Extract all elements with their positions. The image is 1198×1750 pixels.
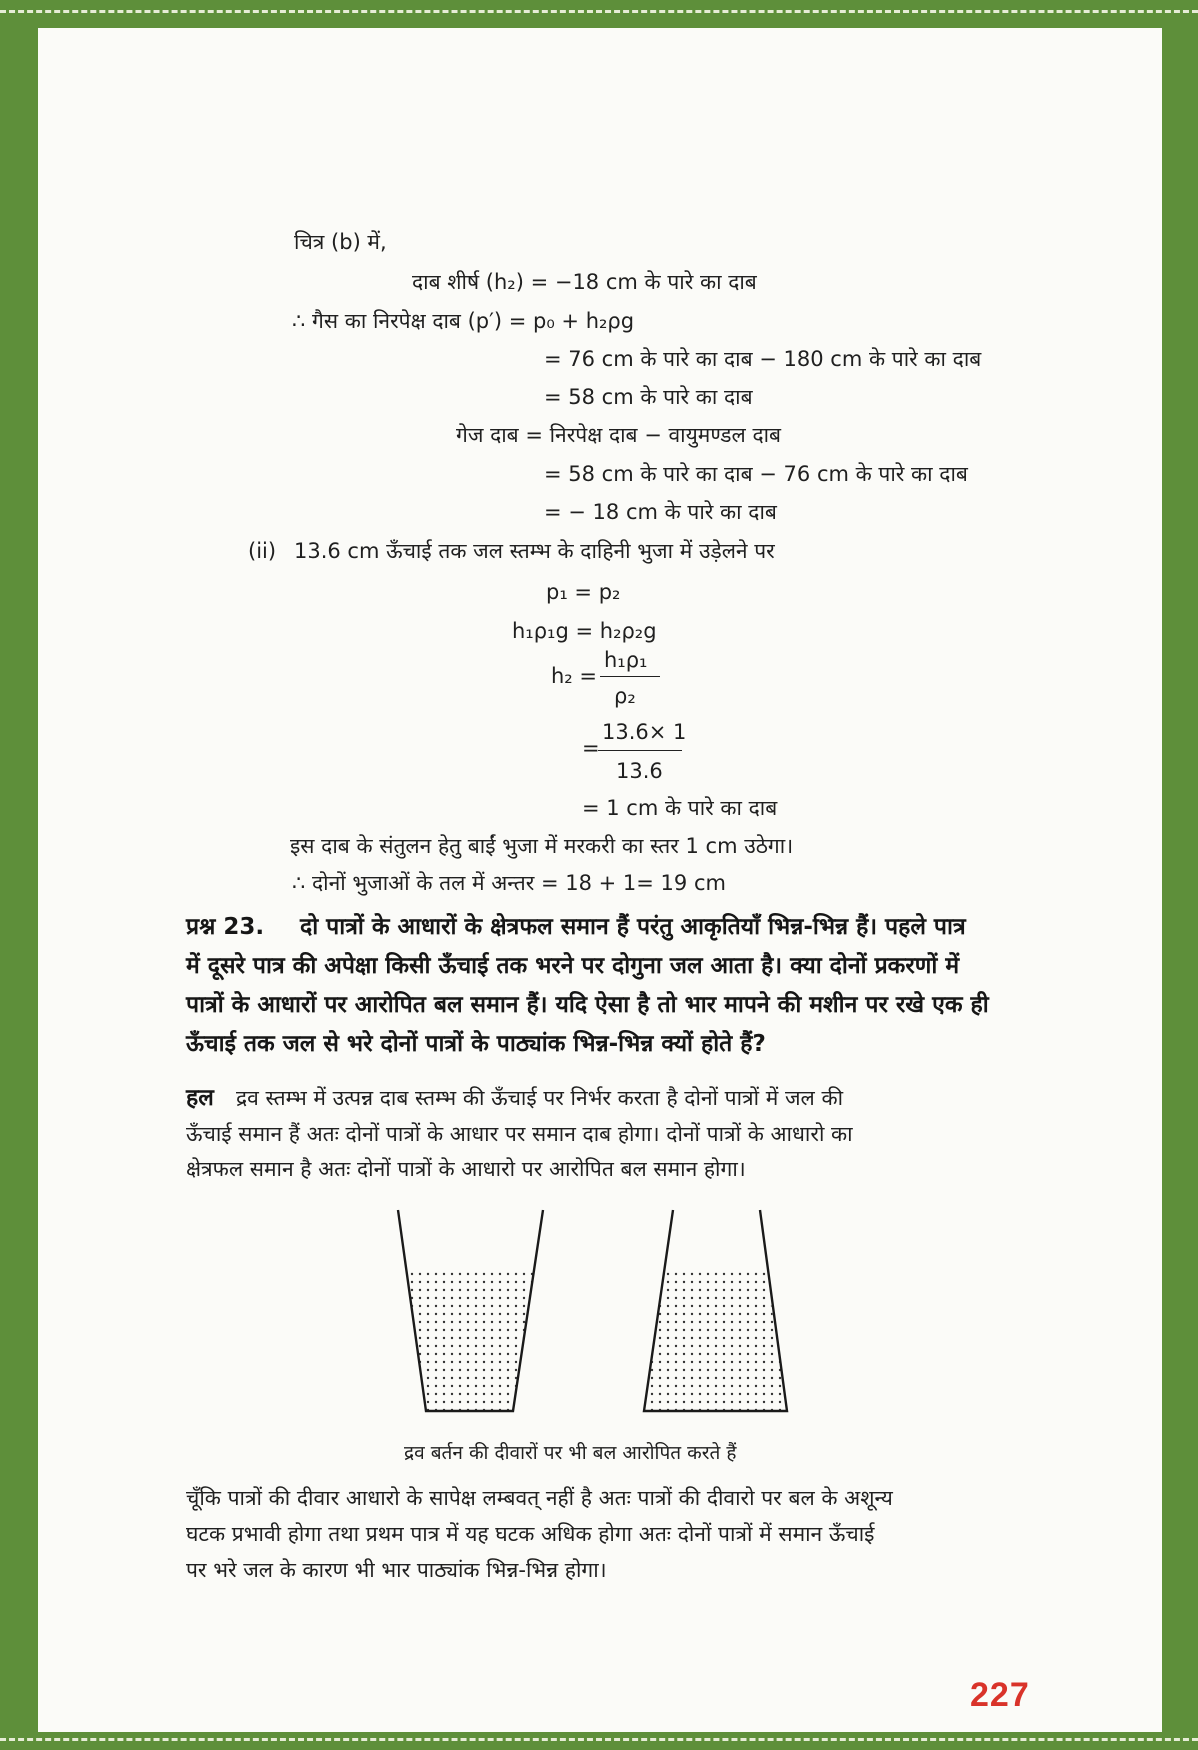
question-line-4: ऊँचाई तक जल से भरे दोनों पात्रों के पाठ्यांक भिन्न-भिन्न क्यों होते हैं? [186, 1031, 766, 1057]
fraction-h2-denominator: ρ₂ [614, 684, 636, 708]
gauge-pressure-step2: = − 18 cm के पारे का दाब [544, 500, 777, 524]
question-line-3: पात्रों के आधारों पर आरोपित बल समान हैं। यदि ऐसा है तो भार मापने की मशीन पर रखे एक ही [186, 992, 989, 1018]
conclusion-line-1: चूँकि पात्रों की दीवार आधारो के सापेक्ष लम्बवत् नहीं है अतः पात्रों की दीवारो पर बल के अशून्य [186, 1486, 893, 1510]
textbook-page [38, 28, 1162, 1732]
pressure-head-line: दाब शीर्ष (h₂) = −18 cm के पारे का दाब [412, 270, 757, 294]
absolute-pressure-step1: = 76 cm के पारे का दाब − 180 cm के पारे का दाब [544, 347, 982, 371]
conclusion-line-2: घटक प्रभावी होगा तथा प्रथम पात्र में यह घटक अधिक होगा अतः दोनों पात्रों में समान ऊँचाई [186, 1522, 875, 1546]
fraction-value-numerator: 13.6× 1 [602, 720, 687, 744]
level-difference: ∴ दोनों भुजाओं के तल में अन्तर = 18 + 1= 19 cm [292, 871, 726, 895]
solution-line-2: ऊँचाई समान हैं अतः दोनों पात्रों के आधार पर समान दाब होगा। दोनों पात्रों के आधारो का [186, 1122, 853, 1146]
part-b-heading: चित्र (b) में, [294, 230, 387, 254]
figure-caption: द्रव बर्तन की दीवारों पर भी बल आरोपित करते हैं [404, 1442, 737, 1464]
solution-line-1: द्रव स्तम्भ में उत्पन्न दाब स्तम्भ की ऊँचाई पर निर्भर करता है दोनों पात्रों में जल की [236, 1086, 844, 1110]
question-line-1: दो पात्रों के आधारों के क्षेत्रफल समान हैं परंतु आकृतियाँ भिन्न-भिन्न हैं। पहले पात्र [300, 914, 966, 940]
absolute-pressure-step2: = 58 cm के पारे का दाब [544, 385, 753, 409]
conclusion-line-3: पर भरे जल के कारण भी भार पाठ्यांक भिन्न-भिन्न होगा। [186, 1558, 607, 1582]
vessel-wide-top [398, 1210, 548, 1413]
solution-label: हल [186, 1085, 214, 1111]
fraction-value-lhs: = [582, 736, 600, 760]
solution-line-3: क्षेत्रफल समान है अतः दोनों पात्रों के आधारो पर आरोपित बल समान होगा। [186, 1157, 746, 1181]
equation-hrhog: h₁ρ₁g = h₂ρ₂g [512, 619, 657, 643]
result-one-cm: = 1 cm के पारे का दाब [582, 796, 778, 820]
fraction-h2-bar [600, 676, 660, 677]
vessel-wide-bottom [638, 1210, 798, 1413]
question-line-2: में दूसरे पात्र की अपेक्षा किसी ऊँचाई तक भरने पर दोगुना जल आता है। क्या दोनों प्रकरणों में [186, 953, 960, 979]
vessel-wide-top-water [398, 1268, 548, 1413]
fraction-h2-numerator: h₁ρ₁ [604, 648, 648, 672]
question-label: प्रश्न 23. [186, 914, 265, 940]
top-border-dash [0, 10, 1198, 13]
absolute-pressure-line: ∴ गैस का निरपेक्ष दाब (p′) = p₀ + h₂ρg [292, 309, 635, 333]
gauge-pressure-line: गेज दाब = निरपेक्ष दाब − वायुमण्डल दाब [456, 423, 782, 447]
part-ii-statement: 13.6 cm ऊँचाई तक जल स्तम्भ के दाहिनी भुजा में उड़ेलने पर [294, 539, 775, 563]
part-ii-label: (ii) [248, 539, 277, 563]
balance-statement: इस दाब के संतुलन हेतु बाईं भुजा में मरकरी का स्तर 1 cm उठेगा। [290, 834, 794, 858]
fraction-value-denominator: 13.6 [616, 759, 663, 783]
fraction-value-bar [598, 750, 682, 751]
vessels-figure [368, 1190, 888, 1440]
equation-pressure-equal: p₁ = p₂ [546, 580, 621, 604]
bottom-border-dash [0, 1738, 1198, 1741]
page-number: 227 [970, 1676, 1030, 1714]
gauge-pressure-step1: = 58 cm के पारे का दाब − 76 cm के पारे का दाब [544, 462, 968, 486]
fraction-h2-lhs: h₂ = [551, 664, 597, 688]
